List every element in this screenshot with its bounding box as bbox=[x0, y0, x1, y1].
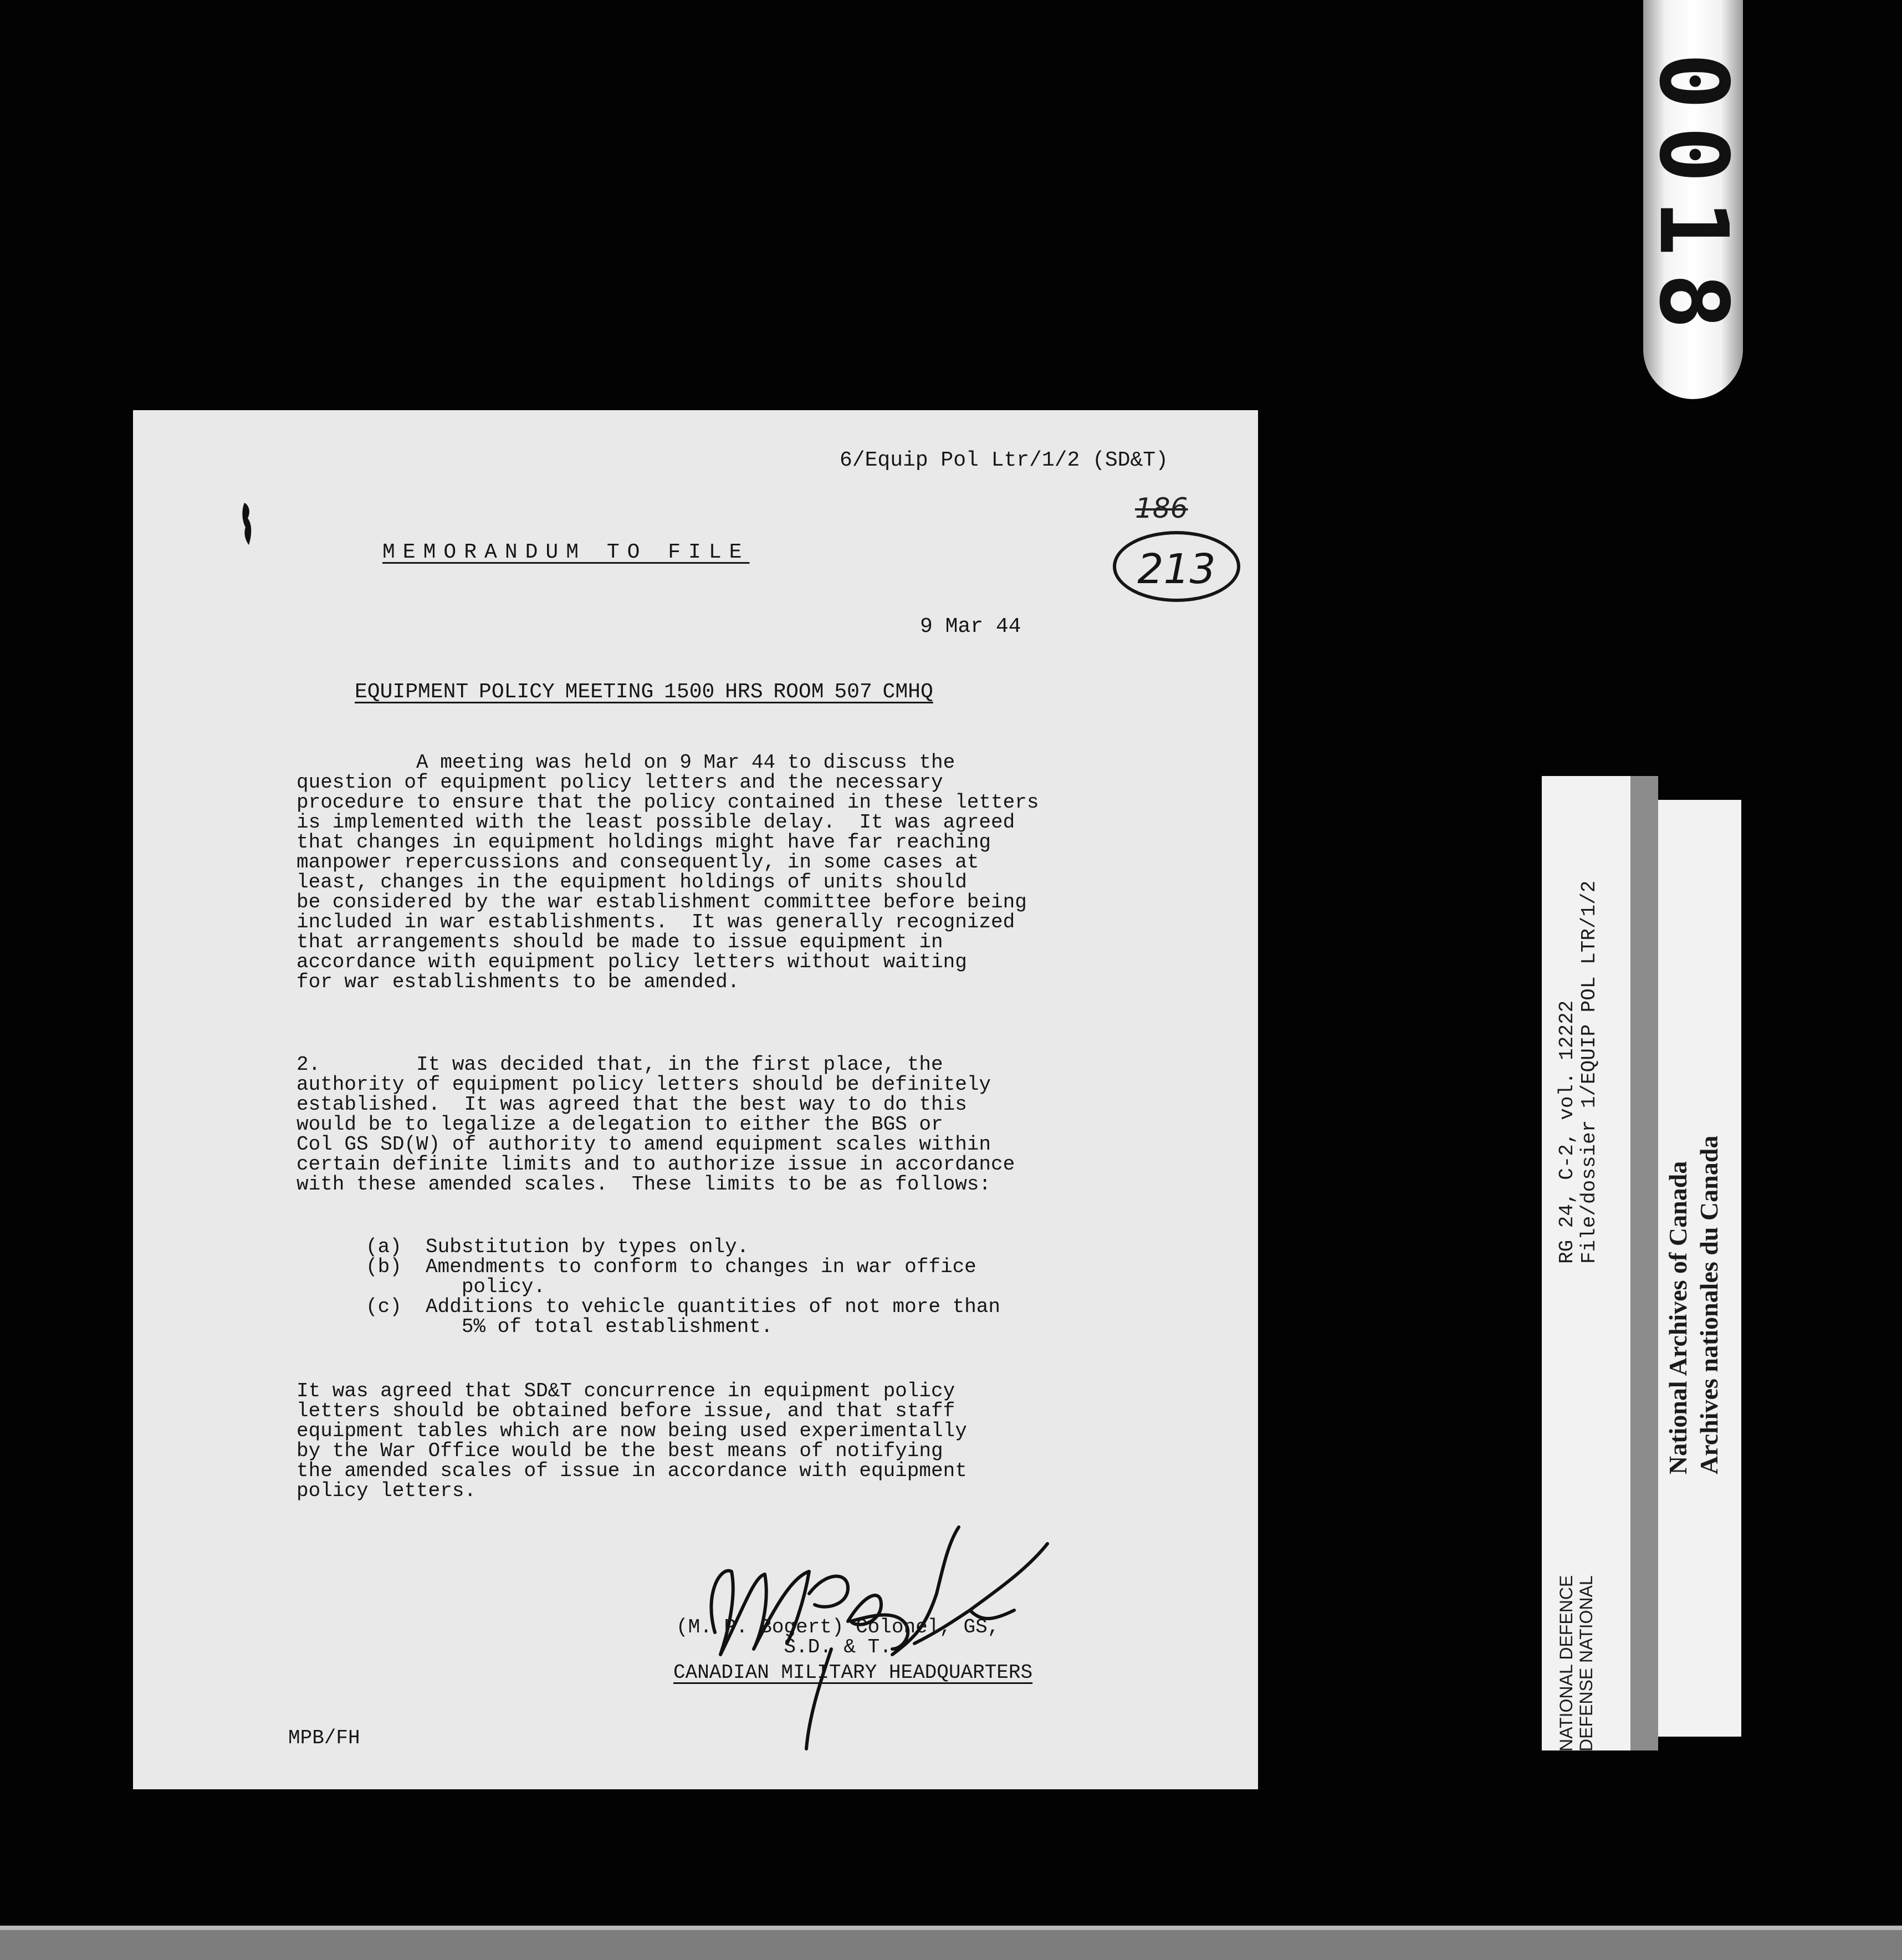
archive-reference: RG 24, C-2, vol. 12222 File/dossier 1/EQUIP POL LTR/1/2 bbox=[1556, 880, 1601, 1264]
memo-title: MEMORANDUM TO FILE bbox=[382, 540, 750, 564]
signatory-block: (M. P. Bogert) Colonel, GS, S.D. & T. bbox=[676, 1616, 1000, 1658]
folio-number: 213 bbox=[1137, 545, 1216, 593]
memo-subject: EQUIPMENT POLICY MEETING 1500 HRS ROOM 507 CMHQ bbox=[355, 680, 933, 704]
archive-label-divider bbox=[1630, 776, 1658, 1750]
film-strip-edge bbox=[0, 1926, 1902, 1960]
memo-date: 9 Mar 44 bbox=[920, 615, 1021, 639]
struck-folio-number: 186 bbox=[1135, 492, 1188, 524]
paragraph-3: It was agreed that SD&T concurrence in equipment policy letters should be obtained before issue, and that staff equipment tables which are now being used experimentally by the War Office would be the best means of notifying the amended scales of issue in accordance with equipment policy letters. bbox=[296, 1380, 967, 1502]
memorandum-page bbox=[133, 410, 1258, 1789]
folio-number-circle bbox=[1113, 531, 1240, 602]
limits-list: (a) Substitution by types only. (b) Amendments to conform to changes in war office policy. (c) Additions to vehicle quantities of not more than 5% of total establishment. bbox=[366, 1236, 1000, 1338]
file-reference: 6/Equip Pol Ltr/1/2 (SD&T) bbox=[840, 448, 1168, 472]
paragraph-1: A meeting was held on 9 Mar 44 to discuss the question of equipment policy letters and the necessary procedure to ensure that the policy contained in these letters is implemented with the least possible delay. It was agreed that changes in equipment holdings might have far reaching manpower repercussions and consequently, in some cases at least, changes in the equipment holdings of units should be considered by the war establishment committee before being included in war establishments. It was generally recognized that arrangements should be made to issue equipment in accordance with equipment policy letters without waiting for war establishments to be amended. bbox=[296, 751, 1039, 993]
headquarters-line: CANADIAN MILITARY HEADQUARTERS bbox=[673, 1661, 1033, 1684]
frame-counter-number: 0018 bbox=[1638, 53, 1748, 346]
paragraph-2: 2. It was decided that, in the first place, the authority of equipment policy letters should be definitely established. It was agreed that the best way to do this would be to legalize a delegation to either the BGS or Col GS SD(W) of authority to amend equipment scales within certain definite limits and to authorize issue in accordance with these amended scales. These limits to be as follows: bbox=[296, 1053, 1015, 1196]
frame-counter bbox=[1638, 0, 1748, 399]
archives-name: National Archives of Canada Archives nationales du Canada bbox=[1664, 1135, 1723, 1474]
archive-department: NATIONAL DEFENCE DEFENSE NATIONAL bbox=[1556, 1575, 1596, 1752]
ink-blot-mark bbox=[241, 502, 253, 546]
typist-initials: MPB/FH bbox=[288, 1727, 360, 1749]
